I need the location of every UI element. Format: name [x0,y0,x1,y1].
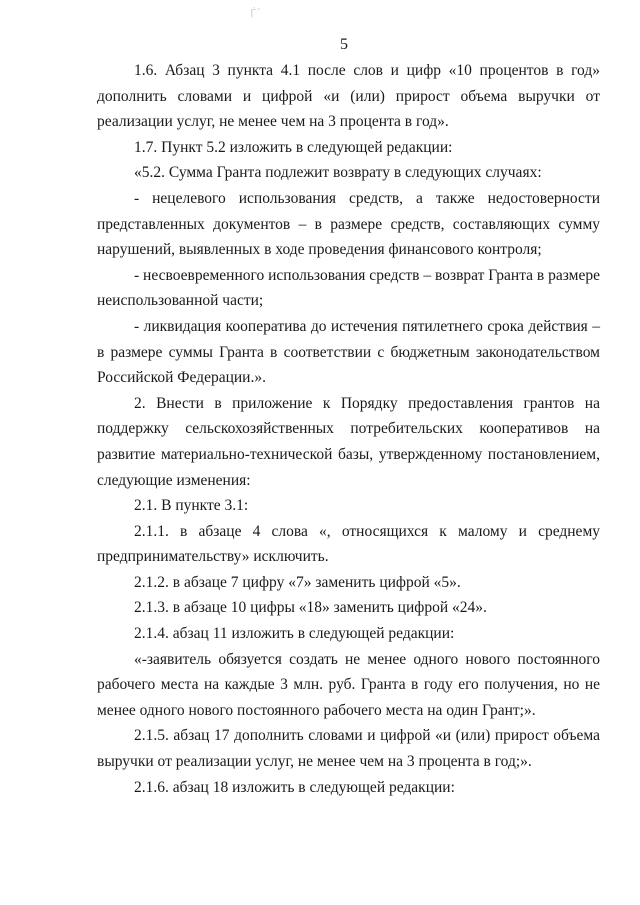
stamp-text: Ѓ ̉ [250,7,263,21]
document-body [97,58,600,800]
list-item-untimely: - несвоевременного использования средств – возврат Гранта в размере неиспользованной части; [97,266,600,310]
paragraph-2: 2. Внести в приложение к Порядку предоставления грантов на поддержку сельскохозяйственных потребительских кооперативов на развитие материально-технической базы, утвержденному постановлением, следующие изменения: [97,394,600,489]
paragraph-2-1-3: 2.1.3. в абзаце 10 цифры «18» заменить цифрой «24». [134,599,487,617]
paragraph-2-1-5: 2.1.5. абзац 17 дополнить словами и цифрой «и (или) прирост объема выручки от реализации услуг, не менее чем на 3 процента в год;». [97,727,600,771]
paragraph-2-1-1: 2.1.1. в абзаце 4 слова «, относящихся к малому и среднему предпринимательству» исключить. [97,522,600,566]
list-item-liquidation: - ликвидация кооператива до истечения пятилетнего срока действия – в размере суммы Гранта в соответствии с бюджетным законодательством Российской Федерации.». [97,317,600,387]
paragraph-1-7: 1.7. Пункт 5.2 изложить в следующей редакции: [134,138,453,156]
paragraph-2-1-2: 2.1.2. в абзаце 7 цифру «7» заменить цифрой «5». [134,573,461,591]
page-number: 5 [340,36,348,53]
list-item-misuse: - нецелевого использования средств, а также недостоверности представленных документов – в размере средств, составляющих сумму нарушений, выявленных в ходе проведения финансового контроля; [97,189,600,259]
paragraph-1-6: 1.6. Абзац 3 пункта 4.1 после слов и цифр «10 процентов в год» дополнить словами и цифрой «и (или) прирост объема выручки от реализации услуг, не менее чем на 3 процента в год». [97,62,600,131]
faint-stamp [250,6,400,28]
paragraph-2-1: 2.1. В пункте 3.1: [134,497,249,515]
paragraph-2-1-6: 2.1.6. абзац 18 изложить в следующей редакции: [134,778,455,796]
paragraph-5-2: «5.2. Сумма Гранта подлежит возврату в следующих случаях: [134,164,542,182]
paragraph-2-1-4: 2.1.4. абзац 11 изложить в следующей редакции: [134,625,455,643]
quoted-new-text: «-заявитель обязуется создать не менее одного нового постоянного рабочего места на каждые 3 млн. руб. Гранта в году его получения, но не менее одного нового постоянного рабочего места на один Грант;». [97,650,600,719]
